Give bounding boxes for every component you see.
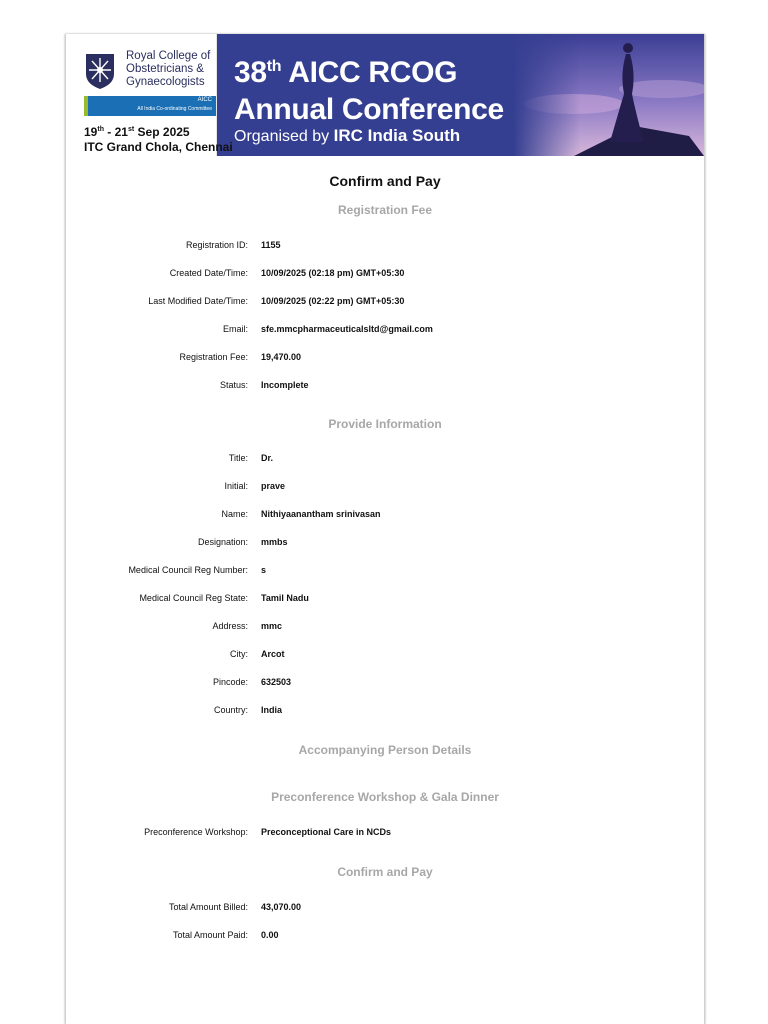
org-line-3: Gynaecologists bbox=[126, 76, 205, 88]
section-confirm-pay-title: Confirm and Pay bbox=[337, 865, 433, 879]
field-label: Total Amount Billed: bbox=[168, 902, 248, 912]
field-value: mmbs bbox=[261, 537, 288, 547]
field-value: 10/09/2025 (02:18 pm) GMT+05:30 bbox=[261, 268, 405, 278]
field-registration-id bbox=[66, 231, 704, 259]
field-mc-reg-state bbox=[66, 584, 704, 612]
field-name bbox=[66, 500, 704, 528]
field-title bbox=[66, 444, 704, 472]
field-address bbox=[66, 612, 704, 640]
field-value: Arcot bbox=[261, 649, 285, 659]
org-line-2: Obstetricians & bbox=[126, 63, 204, 75]
field-value: Incomplete bbox=[261, 380, 309, 390]
field-label: Registration ID: bbox=[185, 240, 248, 250]
field-label: City: bbox=[230, 649, 248, 659]
title-line-2: Annual Conference bbox=[234, 93, 504, 126]
field-label: Title: bbox=[228, 453, 248, 463]
aicc-short: AICC bbox=[197, 97, 212, 103]
organised-prefix: Organised by bbox=[234, 128, 334, 145]
field-label: Medical Council Reg State: bbox=[139, 593, 248, 603]
field-label: Designation: bbox=[197, 537, 248, 547]
section-registration-fee-title: Registration Fee bbox=[337, 203, 433, 217]
field-value: Nithiyaanantham srinivasan bbox=[261, 509, 381, 519]
organised-by bbox=[234, 126, 460, 146]
field-value: 19,470.00 bbox=[261, 352, 302, 362]
edition: 38 bbox=[234, 56, 267, 89]
edition-sup: th bbox=[266, 58, 282, 75]
date-sep: - 21 bbox=[103, 125, 128, 139]
field-value: Dr. bbox=[261, 453, 274, 463]
field-designation bbox=[66, 528, 704, 556]
field-label: Pincode: bbox=[212, 677, 248, 687]
field-created-datetime bbox=[66, 259, 704, 287]
field-label: Created Date/Time: bbox=[169, 268, 248, 278]
field-value: 1155 bbox=[261, 240, 281, 250]
page-title: Confirm and Pay bbox=[329, 173, 441, 189]
organiser: IRC India South bbox=[333, 126, 461, 145]
field-mc-reg-number bbox=[66, 556, 704, 584]
field-label: Name: bbox=[221, 509, 248, 519]
field-initial bbox=[66, 472, 704, 500]
field-value: 632503 bbox=[261, 677, 292, 687]
conference-banner bbox=[66, 34, 704, 156]
banner-artwork bbox=[514, 34, 704, 156]
field-value: 10/09/2025 (02:22 pm) GMT+05:30 bbox=[261, 296, 405, 306]
section-provide-information-title: Provide Information bbox=[328, 417, 442, 431]
aicc-strip bbox=[84, 96, 216, 116]
field-total-billed bbox=[66, 893, 704, 921]
field-value: Tamil Nadu bbox=[261, 593, 309, 603]
field-label: Country: bbox=[213, 705, 248, 715]
conference-title bbox=[234, 48, 504, 128]
rcog-crest-icon bbox=[84, 52, 116, 90]
field-value: 0.00 bbox=[261, 930, 279, 940]
field-value: Preconceptional Care in NCDs bbox=[261, 827, 392, 837]
field-country bbox=[66, 696, 704, 724]
field-value: mmc bbox=[261, 621, 283, 631]
field-label: Address: bbox=[212, 621, 248, 631]
field-total-paid bbox=[66, 921, 704, 949]
field-city bbox=[66, 640, 704, 668]
field-pincode bbox=[66, 668, 704, 696]
rcog-name bbox=[126, 50, 216, 89]
field-registration-fee bbox=[66, 343, 704, 371]
field-label: Total Amount Paid: bbox=[172, 930, 248, 940]
section-accompanying-title: Accompanying Person Details bbox=[298, 743, 472, 757]
section-preconference-title: Preconference Workshop & Gala Dinner bbox=[271, 790, 499, 804]
title-line-1: AICC RCOG bbox=[281, 56, 458, 89]
field-label: Registration Fee: bbox=[179, 352, 248, 362]
field-value: s bbox=[261, 565, 267, 575]
field-value: sfe.mmcpharmaceuticalsltd@gmail.com bbox=[261, 324, 433, 334]
registration-summary-page bbox=[65, 34, 705, 1024]
venue: ITC Grand Chola, Chennai bbox=[84, 140, 233, 154]
field-label: Preconference Workshop: bbox=[144, 827, 248, 837]
field-value: 43,070.00 bbox=[261, 902, 302, 912]
date-rest: Sep 2025 bbox=[134, 125, 190, 139]
rcog-logo-panel bbox=[66, 34, 233, 156]
field-preconference-workshop bbox=[66, 818, 704, 846]
field-label: Initial: bbox=[224, 481, 248, 491]
conference-dates bbox=[84, 122, 233, 155]
field-status bbox=[66, 371, 704, 399]
field-value: India bbox=[261, 705, 283, 715]
aicc-full: All India Co-ordinating Committee bbox=[137, 106, 212, 112]
field-label: Email: bbox=[222, 324, 248, 334]
org-line-1: Royal College of bbox=[126, 50, 211, 62]
field-label: Last Modified Date/Time: bbox=[148, 296, 248, 306]
date-start-sup: th bbox=[97, 126, 104, 133]
field-modified-datetime bbox=[66, 287, 704, 315]
field-label: Status: bbox=[219, 380, 248, 390]
field-email bbox=[66, 315, 704, 343]
date-end-sup: st bbox=[127, 126, 135, 133]
field-label: Medical Council Reg Number: bbox=[128, 565, 248, 575]
field-value: prave bbox=[261, 481, 286, 491]
date-start: 19 bbox=[84, 125, 98, 139]
